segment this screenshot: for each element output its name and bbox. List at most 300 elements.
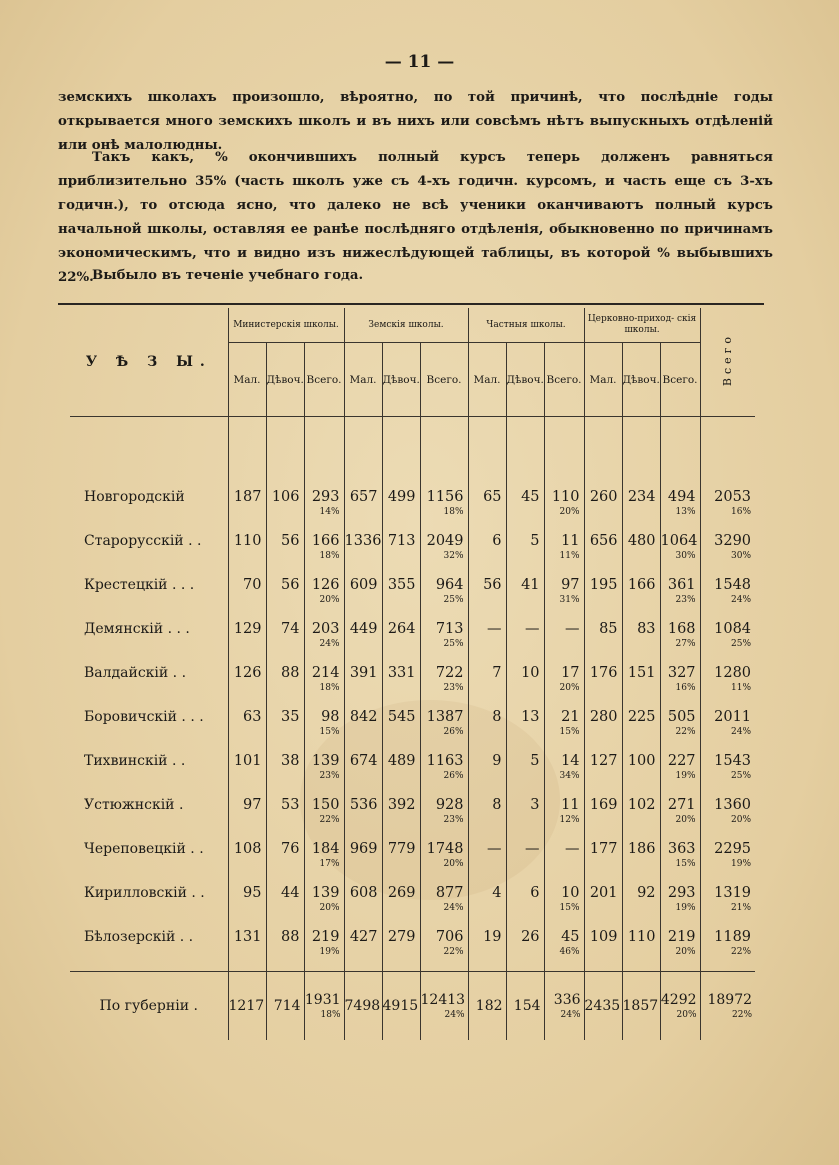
cell-cerk-0 (584, 575, 622, 619)
cell-value: 203 (311, 621, 340, 637)
cell-min-2 (304, 663, 344, 707)
cell-value: 219 (667, 929, 696, 945)
district-name: Устюжнскій . (84, 797, 184, 813)
cell-percent: 21% (731, 903, 752, 913)
cell-value: 2049 (426, 533, 464, 549)
total-header (700, 308, 755, 417)
cell-cerk-2 (660, 972, 700, 1041)
cell-value: 17 (561, 665, 580, 681)
cell-value: 225 (627, 709, 656, 725)
spacer-cell (382, 417, 420, 488)
cell-percent: 23% (443, 815, 464, 825)
cell-cerk-1 (622, 663, 660, 707)
table-row (70, 751, 755, 795)
cell-value: 227 (667, 753, 696, 769)
cell-percent: 24% (444, 1009, 465, 1020)
cell-value: 127 (589, 753, 618, 769)
district-name: Крестецкій . . . (84, 577, 195, 593)
district-name: Кирилловскій . . (84, 885, 205, 901)
cell-value: 195 (589, 577, 618, 593)
cell-zem-1 (382, 707, 420, 751)
cell-zem-2 (420, 751, 468, 795)
cell-cerk-1 (622, 795, 660, 839)
cell-percent: 22% (443, 947, 464, 957)
cell-zem-1 (382, 575, 420, 619)
cell-percent: 12% (559, 815, 580, 825)
cell-value: 169 (589, 797, 618, 813)
group-header-zem: Земскія школы. (344, 308, 468, 343)
cell-zem-2 (420, 839, 468, 883)
spacer-cell (70, 417, 228, 488)
cell-value: 102 (627, 797, 656, 813)
spacer-cell (266, 417, 304, 488)
cell-min-1 (266, 531, 304, 575)
cell-percent: 15% (675, 859, 696, 869)
spacer-cell (228, 417, 266, 488)
cell-value: 1084 (714, 621, 752, 637)
cell-value: 10 (521, 665, 540, 681)
group-header-chast: Частныя школы. (468, 308, 584, 343)
cell-value: 499 (387, 489, 416, 505)
cell-chast-1 (506, 883, 544, 927)
district-name: Демянскій . . . (84, 621, 190, 637)
cell-cerk-2 (660, 663, 700, 707)
cell-value: 877 (435, 885, 464, 901)
cell-percent: 27% (675, 639, 696, 649)
cell-value: 545 (387, 709, 416, 725)
cell-value: 184 (311, 841, 340, 857)
cell-zem-1 (382, 883, 420, 927)
cell-value: 336 (553, 991, 581, 1008)
cell-cerk-1 (622, 707, 660, 751)
cell-value: 92 (637, 885, 656, 901)
cell-percent: 20% (443, 859, 464, 869)
cell-cerk-0 (584, 487, 622, 531)
cell-value: 361 (667, 577, 696, 593)
cell-value: 609 (349, 577, 378, 593)
cell-cerk-0 (584, 751, 622, 795)
cell-chast-0 (468, 575, 506, 619)
cell-value: 327 (667, 665, 696, 681)
cell-percent: 15% (559, 727, 580, 737)
cell-min-1 (266, 751, 304, 795)
cell-cerk-1 (622, 531, 660, 575)
cell-value: 1360 (714, 797, 752, 813)
cell-cerk-0 (584, 707, 622, 751)
cell-value: 3 (530, 797, 540, 813)
cell-percent: 25% (731, 639, 752, 649)
spacer-cell (544, 417, 584, 488)
cell-total (700, 531, 755, 575)
cell-total (700, 751, 755, 795)
cell-value: 1163 (426, 753, 464, 769)
cell-value: 70 (243, 577, 262, 593)
cell-cerk-2 (660, 927, 700, 972)
cell-value: 674 (349, 753, 378, 769)
cell-cerk-0 (584, 531, 622, 575)
cell-min-1 (266, 575, 304, 619)
cell-total (700, 663, 755, 707)
cell-zem-2 (420, 972, 468, 1041)
subheader-chast-2: Всего. (544, 343, 584, 417)
dropout-table (70, 308, 755, 1030)
cell-chast-1 (506, 531, 544, 575)
table-caption: Выбыло въ теченіе учебнаго года. (92, 268, 364, 283)
total-row (70, 972, 755, 1041)
cell-percent: 18% (320, 1009, 341, 1020)
cell-percent: 24% (560, 1009, 581, 1020)
cell-percent: 24% (319, 639, 340, 649)
cell-min-0 (228, 575, 266, 619)
cell-chast-2 (544, 972, 584, 1041)
cell-cerk-1 (622, 751, 660, 795)
cell-chast-1 (506, 663, 544, 707)
cell-zem-0 (344, 531, 382, 575)
spacer-row (70, 417, 755, 488)
spacer-cell (304, 417, 344, 488)
cell-value: 279 (387, 929, 416, 945)
table-top-rule (58, 303, 764, 305)
cell-cerk-0 (584, 883, 622, 927)
cell-value: 964 (435, 577, 464, 593)
cell-min-2 (304, 707, 344, 751)
table-row (70, 839, 755, 883)
cell-percent: 11% (731, 683, 752, 693)
cell-cerk-2 (660, 883, 700, 927)
cell-chast-2 (544, 707, 584, 751)
cell-percent: 20% (676, 1009, 697, 1020)
cell-chast-0 (468, 487, 506, 531)
cell-value: 1931 (304, 991, 341, 1008)
cell-percent: 20% (675, 815, 696, 825)
cell-percent: 19% (675, 903, 696, 913)
cell-value: 187 (233, 489, 262, 505)
cell-total (700, 927, 755, 972)
cell-value: 1280 (714, 665, 752, 681)
cell-value: 88 (281, 665, 300, 681)
cell-percent: 46% (559, 947, 580, 957)
cell-min-1 (266, 707, 304, 751)
cell-value: 9 (492, 753, 502, 769)
cell-zem-1 (382, 619, 420, 663)
cell-value: 95 (243, 885, 262, 901)
cell-value: 1336 (344, 533, 382, 549)
cell-value: 41 (521, 577, 540, 593)
cell-percent: 20% (319, 903, 340, 913)
cell-value: 14 (561, 753, 580, 769)
cell-min-2 (304, 575, 344, 619)
cell-chast-2 (544, 751, 584, 795)
cell-percent: 34% (559, 771, 580, 781)
cell-min-1 (266, 663, 304, 707)
table-body (70, 417, 755, 1041)
subheader-zem-0: Мал. (344, 343, 382, 417)
group-header-min: Министерскія школы. (228, 308, 344, 343)
cell-value: 63 (243, 709, 262, 725)
cell-cerk-1 (622, 575, 660, 619)
cell-cerk-0 (584, 839, 622, 883)
table-row (70, 663, 755, 707)
cell-percent: 19% (731, 859, 752, 869)
cell-min-0 (228, 751, 266, 795)
cell-value: 97 (243, 797, 262, 813)
cell-chast-0 (468, 927, 506, 972)
cell-value: 166 (627, 577, 656, 593)
district-name: По губерніи . (70, 972, 228, 1041)
cell-value: 1548 (714, 577, 752, 593)
cell-value: 101 (233, 753, 262, 769)
cell-percent: 26% (443, 771, 464, 781)
cell-value: 706 (435, 929, 464, 945)
cell-percent: 16% (675, 683, 696, 693)
cell-min-1 (266, 795, 304, 839)
cell-total (700, 883, 755, 927)
cell-cerk-0 (584, 663, 622, 707)
table-row (70, 575, 755, 619)
cell-value: 779 (387, 841, 416, 857)
cell-total (700, 707, 755, 751)
cell-percent: 23% (675, 595, 696, 605)
cell-value: 714 (273, 997, 301, 1014)
cell-value: 38 (281, 753, 300, 769)
cell-min-2 (304, 839, 344, 883)
cell-cerk-1 (622, 927, 660, 972)
cell-min-0 (228, 839, 266, 883)
cell-chast-1 (506, 795, 544, 839)
cell-zem-1 (382, 663, 420, 707)
cell-min-0 (228, 707, 266, 751)
cell-value: 35 (281, 709, 300, 725)
cell-value: 363 (667, 841, 696, 857)
group-header-cerk: Церковно-приход- скія школы. (584, 308, 700, 343)
cell-value: 449 (349, 621, 378, 637)
district-name: Бѣлозерскій . . (84, 929, 194, 945)
cell-value: 7498 (344, 997, 381, 1014)
cell-value: 131 (233, 929, 262, 945)
cell-cerk-0 (584, 927, 622, 972)
cell-cerk-1 (622, 972, 660, 1041)
cell-cerk-1 (622, 487, 660, 531)
spacer-cell (700, 417, 755, 488)
cell-value: 4292 (660, 991, 697, 1008)
spacer-cell (468, 417, 506, 488)
cell-value: 53 (281, 797, 300, 813)
cell-value: 11 (561, 797, 580, 813)
cell-value: 45 (561, 929, 580, 945)
cell-value: 1217 (228, 997, 265, 1014)
subheader-chast-1: Дѣвоч. (506, 343, 544, 417)
cell-value: 427 (349, 929, 378, 945)
table-row (70, 531, 755, 575)
spacer-cell (506, 417, 544, 488)
cell-cerk-2 (660, 575, 700, 619)
cell-zem-1 (382, 487, 420, 531)
cell-value: 45 (521, 489, 540, 505)
cell-value: — (525, 841, 540, 857)
cell-percent: 22% (732, 1009, 753, 1020)
cell-percent: 24% (731, 727, 752, 737)
subheader-cerk-1: Дѣвоч. (622, 343, 660, 417)
cell-value: 842 (349, 709, 378, 725)
cell-value: 166 (311, 533, 340, 549)
cell-value: 12413 (420, 991, 466, 1008)
cell-chast-1 (506, 751, 544, 795)
cell-value: 108 (233, 841, 262, 857)
cell-percent: 20% (319, 595, 340, 605)
cell-percent: 22% (731, 947, 752, 957)
cell-value: 355 (387, 577, 416, 593)
cell-cerk-1 (622, 619, 660, 663)
cell-chast-0 (468, 839, 506, 883)
cell-zem-2 (420, 707, 468, 751)
cell-value: 234 (627, 489, 656, 505)
cell-percent: 14% (319, 507, 340, 517)
cell-value: 83 (637, 621, 656, 637)
cell-value: 6 (530, 885, 540, 901)
cell-value: 109 (589, 929, 618, 945)
cell-percent: 15% (559, 903, 580, 913)
cell-value: 1748 (426, 841, 464, 857)
cell-min-0 (228, 619, 266, 663)
cell-min-0 (228, 972, 266, 1041)
cell-value: 7 (492, 665, 502, 681)
cell-value: — (487, 841, 502, 857)
cell-value: 19 (483, 929, 502, 945)
cell-min-0 (228, 531, 266, 575)
subheader-cerk-2: Всего. (660, 343, 700, 417)
cell-percent: 25% (731, 771, 752, 781)
cell-zem-0 (344, 839, 382, 883)
district-name: Боровичскій . . . (84, 709, 204, 725)
cell-min-0 (228, 795, 266, 839)
cell-chast-0 (468, 707, 506, 751)
cell-zem-2 (420, 795, 468, 839)
cell-min-2 (304, 883, 344, 927)
cell-chast-1 (506, 619, 544, 663)
district-name: Валдайскій . . (84, 665, 187, 681)
spacer-cell (660, 417, 700, 488)
cell-chast-0 (468, 751, 506, 795)
cell-min-0 (228, 487, 266, 531)
cell-percent: 26% (443, 727, 464, 737)
cell-value: 177 (589, 841, 618, 857)
cell-zem-0 (344, 795, 382, 839)
cell-percent: 11% (559, 551, 580, 561)
cell-chast-2 (544, 619, 584, 663)
cell-min-1 (266, 619, 304, 663)
cell-chast-0 (468, 795, 506, 839)
district-name: Тихвинскій . . (84, 753, 186, 769)
cell-value: 657 (349, 489, 378, 505)
subheader-min-1: Дѣвоч. (266, 343, 304, 417)
table-row (70, 487, 755, 531)
cell-percent: 24% (443, 903, 464, 913)
cell-total (700, 972, 755, 1041)
subheader-min-0: Мал. (228, 343, 266, 417)
cell-zem-1 (382, 927, 420, 972)
cell-percent: 20% (559, 507, 580, 517)
cell-percent: 30% (675, 551, 696, 561)
cell-zem-2 (420, 575, 468, 619)
spacer-cell (584, 417, 622, 488)
cell-value: 391 (349, 665, 378, 681)
cell-value: 608 (349, 885, 378, 901)
cell-value: 2295 (714, 841, 752, 857)
cell-zem-0 (344, 663, 382, 707)
cell-value: 928 (435, 797, 464, 813)
cell-percent: 16% (731, 507, 752, 517)
cell-percent: 19% (319, 947, 340, 957)
cell-value: 13 (521, 709, 540, 725)
cell-percent: 30% (731, 551, 752, 561)
cell-percent: 13% (675, 507, 696, 517)
cell-min-0 (228, 883, 266, 927)
spacer-cell (622, 417, 660, 488)
cell-value: 21 (561, 709, 580, 725)
cell-min-1 (266, 972, 304, 1041)
cell-value: 201 (589, 885, 618, 901)
cell-value: — (487, 621, 502, 637)
cell-value: 168 (667, 621, 696, 637)
district-name: Новгородскій (84, 489, 185, 505)
cell-value: 139 (311, 753, 340, 769)
cell-value: 176 (589, 665, 618, 681)
cell-min-2 (304, 531, 344, 575)
cell-zem-2 (420, 531, 468, 575)
cell-zem-2 (420, 883, 468, 927)
cell-value: 97 (561, 577, 580, 593)
cell-value: 10 (561, 885, 580, 901)
cell-chast-1 (506, 927, 544, 972)
cell-value: 186 (627, 841, 656, 857)
cell-value: 1156 (426, 489, 464, 505)
cell-chast-2 (544, 927, 584, 972)
cell-min-1 (266, 487, 304, 531)
cell-value: 293 (667, 885, 696, 901)
table-row (70, 707, 755, 751)
table-row (70, 795, 755, 839)
cell-zem-1 (382, 795, 420, 839)
cell-zem-0 (344, 707, 382, 751)
cell-chast-0 (468, 972, 506, 1041)
cell-value: 264 (387, 621, 416, 637)
cell-min-2 (304, 795, 344, 839)
cell-value: 65 (483, 489, 502, 505)
cell-value: 1387 (426, 709, 464, 725)
cell-zem-2 (420, 487, 468, 531)
cell-percent: 20% (731, 815, 752, 825)
cell-value: 219 (311, 929, 340, 945)
cell-cerk-2 (660, 531, 700, 575)
cell-value: 126 (311, 577, 340, 593)
cell-value: 536 (349, 797, 378, 813)
cell-chast-1 (506, 707, 544, 751)
cell-value: 4 (492, 885, 502, 901)
cell-value: 656 (589, 533, 618, 549)
cell-value: — (525, 621, 540, 637)
cell-min-2 (304, 972, 344, 1041)
cell-value: 713 (435, 621, 464, 637)
cell-value: 2053 (714, 489, 752, 505)
cell-cerk-2 (660, 751, 700, 795)
cell-percent: 22% (675, 727, 696, 737)
cell-value: 110 (233, 533, 262, 549)
cell-value: 4915 (382, 997, 419, 1014)
cell-min-0 (228, 663, 266, 707)
cell-value: 480 (627, 533, 656, 549)
cell-value: 269 (387, 885, 416, 901)
cell-chast-0 (468, 883, 506, 927)
